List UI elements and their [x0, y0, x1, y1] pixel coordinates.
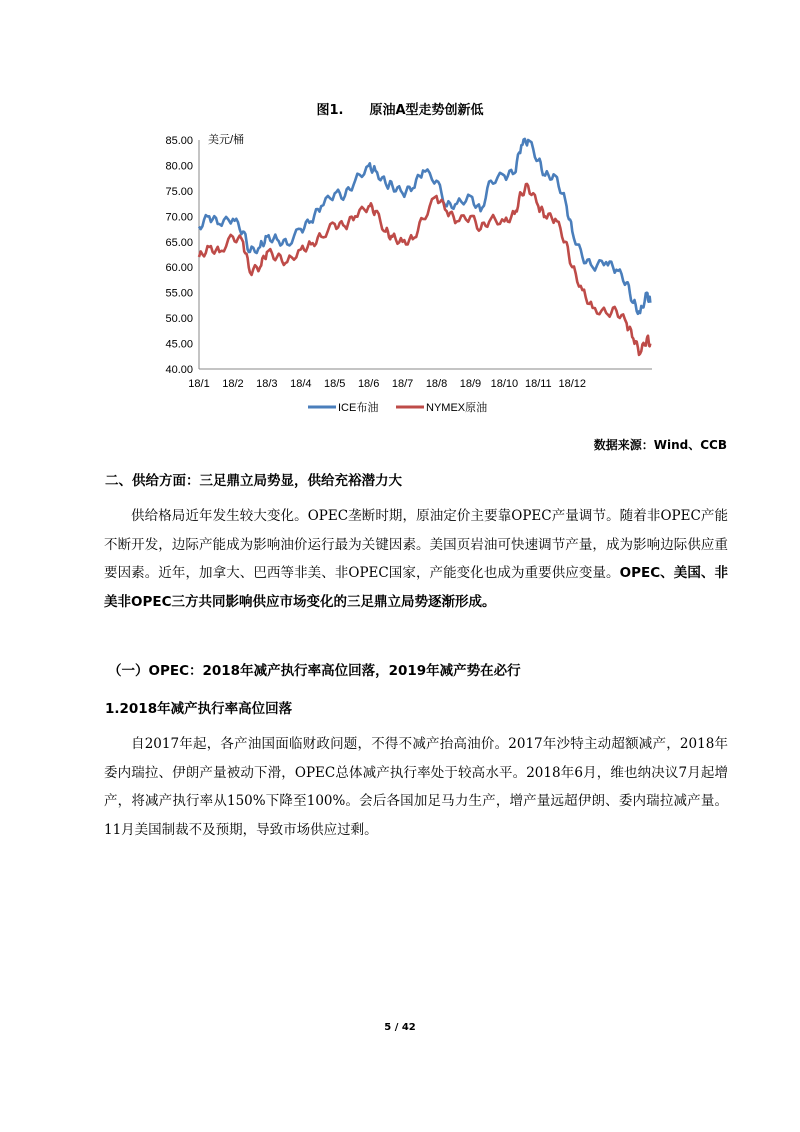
y-tick-label: 80.00 — [165, 160, 193, 173]
y-tick-label: 85.00 — [165, 135, 193, 147]
x-tick-label: 18/3 — [256, 378, 278, 390]
x-tick-label: 18/7 — [391, 378, 414, 390]
y-unit-label: 美元/桶 — [208, 134, 245, 146]
subheading-2018: 1.2018年减产执行率高位回落 — [105, 701, 293, 717]
y-tick-label: 55.00 — [165, 287, 193, 300]
crude-oil-price-chart — [140, 125, 660, 425]
legend-label-ice: ICE布油 — [338, 402, 379, 414]
paragraph-text: 供给格局近年发生较大变化。OPEC垄断时期，原油定价主要靠OPEC产量调节。随着非OPEC产能不断开发，边际产能成为影响油价运行最为关键因素。美国页岩油可快速调节产量，成为影响边际供应重要因素。近年，加拿大、巴西等非美、非OPEC国家，产能变化也成为重要供应变量。 — [104, 508, 728, 581]
x-tick-label: 18/1 — [188, 378, 210, 390]
figure-title-text: 原油A型走势创新低 — [369, 103, 484, 118]
series-lines — [199, 139, 650, 355]
x-tick-label: 18/5 — [324, 378, 346, 390]
x-tick-label: 18/11 — [524, 378, 552, 390]
section-heading: 二、供给方面：三足鼎立局势显，供给充裕潜力大 — [105, 473, 402, 489]
y-tick-label: 45.00 — [165, 338, 193, 351]
x-tick-label: 18/2 — [222, 378, 244, 390]
figure-number: 图1. — [316, 103, 344, 118]
y-tick-label: 60.00 — [165, 262, 193, 275]
figure-title — [0, 99, 800, 118]
x-tick-label: 18/6 — [357, 378, 380, 390]
x-tick-label: 18/10 — [490, 378, 519, 390]
y-tick-label: 50.00 — [165, 313, 193, 326]
series-line-nymex-wti — [199, 184, 650, 355]
y-tick-label: 65.00 — [165, 236, 193, 249]
y-tick-labels — [165, 135, 193, 376]
y-tick-label: 75.00 — [165, 185, 193, 198]
x-tick-labels — [188, 378, 586, 390]
paragraph-supply-structure — [104, 502, 728, 616]
legend-label-nymex: NYMEX原油 — [426, 402, 488, 414]
data-source: 数据来源：Wind、CCB — [593, 438, 727, 452]
x-tick-label: 18/9 — [459, 378, 482, 390]
y-tick-label: 70.00 — [165, 211, 193, 224]
subheading-opec: （一）OPEC：2018年减产执行率高位回落，2019年减产势在必行 — [108, 663, 521, 679]
y-tick-label: 40.00 — [165, 364, 193, 376]
x-tick-label: 18/4 — [290, 378, 312, 390]
paragraph-bold-conclusion: OPEC、美国、非美非OPEC三方共同影响供应市场变化的三足鼎立局势逐渐形成。 — [104, 565, 728, 610]
page-number: 5 / 42 — [384, 1022, 416, 1033]
x-tick-label: 18/12 — [558, 378, 587, 390]
x-tick-label: 18/8 — [425, 378, 448, 390]
legend — [308, 400, 487, 414]
paragraph-2018-cuts: 自2017年起，各产油国面临财政问题，不得不减产抬高油价。2017年沙特主动超额减产，2018年委内瑞拉、伊朗产量被动下滑，OPEC总体减产执行率处于较高水平。2018年6月，维也纳决议7月起增产，将减产执行率从150%下降至100%。会后各国加足马力生产，增产量远超伊朗、委内瑞拉减产量。11月美国制裁不及预期，导致市场供应过剩。 — [104, 736, 728, 838]
